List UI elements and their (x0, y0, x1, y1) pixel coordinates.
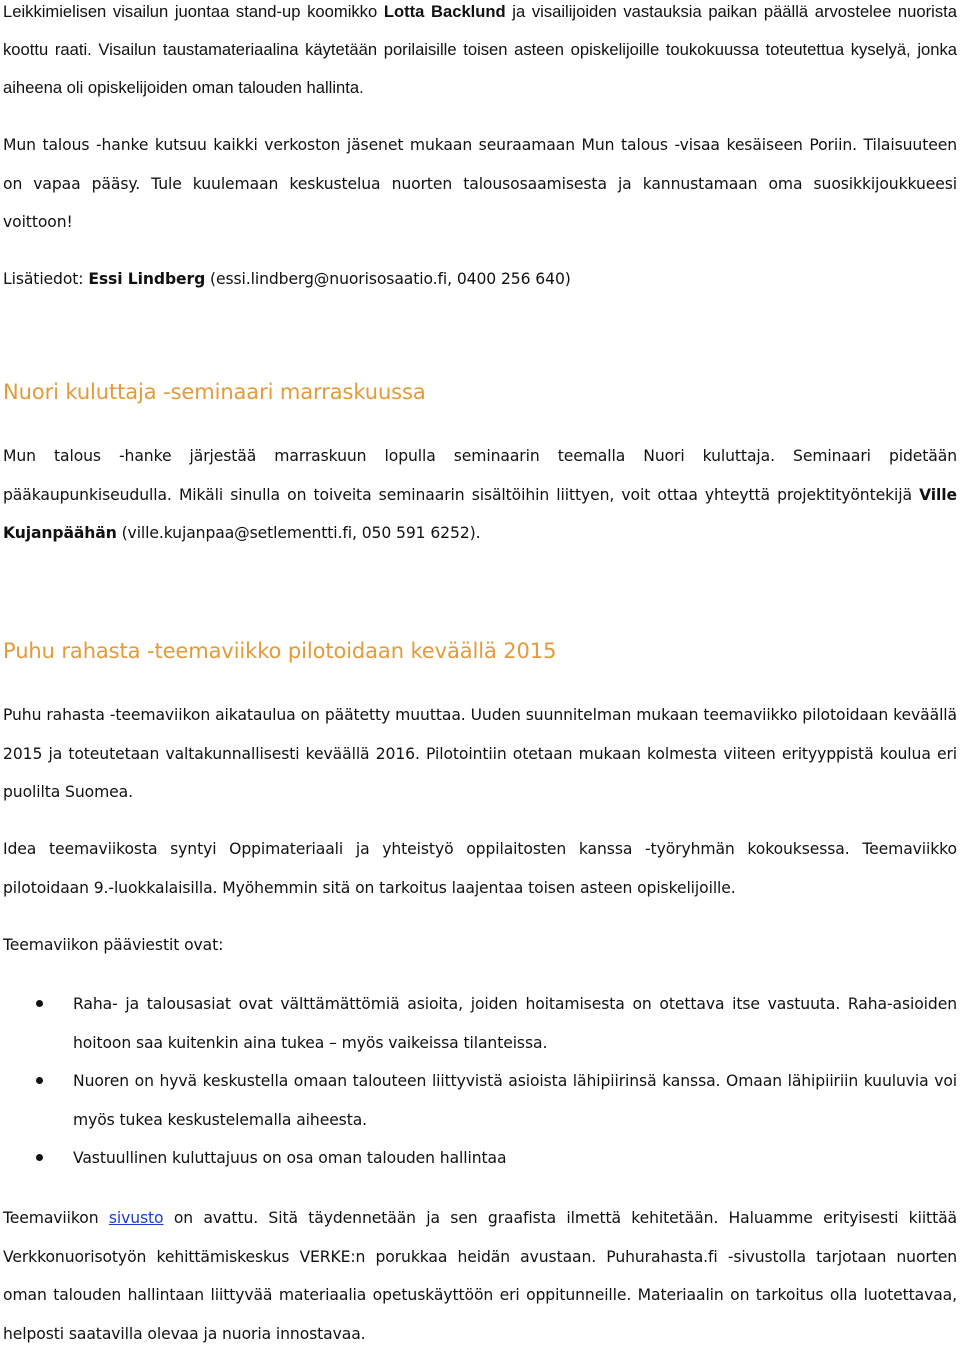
contact-name: Essi Lindberg (88, 270, 206, 288)
intro-text-start: Leikkimielisen visailun juontaa stand-up koomikko (3, 2, 384, 21)
theme-week-paragraph-1: Puhu rahasta -teemaviikon aikataulua on päätetty muuttaa. Uuden suunnitelman mukaan teemaviikko pilotoidaan keväällä 2015 ja toteutetaan valtakunnallisesti keväällä 2016. Pilotointiin otetaan mukaan kolmesta viiteen erityyppistä koulua eri puolilta Suomea. (3, 706, 957, 801)
closing-paragraph (3, 1199, 957, 1353)
contact-label: Lisätiedot: (3, 270, 89, 288)
seminar-contact-name: Ville Kujanpäähän (3, 485, 957, 542)
closing-text-start: Teemaviikon (3, 1209, 109, 1227)
list-item-text: Raha- ja talousasiat ovat välttämättömiä asioita, joiden hoitamisesta on otettava itse vastuuta. Raha-asioiden hoitoon saa kuitenkin aina tukea – myös vaikeissa tilanteissa. (73, 995, 957, 1052)
bullet-icon (36, 1000, 43, 1007)
theme-week-paragraph-2: Idea teemaviikosta syntyi Oppimateriaali ja yhteistyö oppilaitosten kanssa -työryhmän kokouksessa. Teemaviikko pilotoidaan 9.-luokkalaisilla. Myöhemmin sitä on tarkoitus laajentaa toisen asteen opiskelijoille. (3, 840, 957, 897)
host-name: Lotta Backlund (383, 2, 506, 21)
bullet-icon (36, 1077, 43, 1084)
seminar-text-start: Mun talous -hanke järjestää marraskuun lopulla seminaarin teemalla Nuori kuluttaja. Seminaari pidetään pääkaupunkiseudulla. Mikäli sinulla on toiveita seminaarin sisältöihin liittyen, voit ottaa yhteyttä projektityöntekijä (3, 447, 957, 504)
list-item (3, 1139, 957, 1178)
invite-paragraph: Mun talous -hanke kutsuu kaikki verkoston jäsenet mukaan seuraamaan Mun talous -visaa kesäiseen Poriin. Tilaisuuteen on vapaa pääsy. Tule kuulemaan keskustelua nuorten talousosaamisesta ja kannustamaan oma suosikkijoukkueesi voittoon! (3, 136, 957, 231)
contact-details: (essi.lindberg@nuorisosaatio.fi, 0400 256 640) (205, 270, 571, 288)
section-heading-seminar: Nuori kuluttaja -seminaari marraskuussa (3, 380, 426, 404)
list-item (3, 985, 957, 1062)
list-item (3, 1062, 957, 1139)
closing-text-end: on avattu. Sitä täydennetään ja sen graafista ilmettä kehitetään. Haluamme erityisesti kiittää Verkkonuorisotyön kehittämiskeskus VERKE:n porukkaa heidän avustaan. Puhurahasta.fi -sivustolla tarjotaan nuorten oman talouden hallintaan liittyvää materiaalia opetuskäyttöön eri oppitunneille. Materiaalin on tarkoitus olla luotettavaa, helposti saatavilla olevaa ja nuoria innostavaa. (3, 1209, 957, 1343)
contact-paragraph (3, 260, 957, 299)
bullet-icon (36, 1154, 43, 1161)
website-link[interactable]: sivusto (108, 1209, 164, 1227)
list-item-text: Nuoren on hyvä keskustella omaan talouteen liittyvistä asioista lähipiirinsä kanssa. Omaan lähipiiriin kuuluvia voi myös tukea keskustelemalla aiheesta. (73, 1072, 957, 1129)
intro-paragraph (3, 0, 957, 107)
seminar-text-end: (ville.kujanpaa@setlementti.fi, 050 591 6252). (116, 524, 481, 542)
messages-intro: Teemaviikon pääviestit ovat: (3, 936, 224, 954)
section-heading-theme-week: Puhu rahasta -teemaviikko pilotoidaan keväällä 2015 (3, 639, 557, 663)
list-item-text: Vastuullinen kuluttajuus on osa oman talouden hallintaa (73, 1149, 507, 1167)
seminar-paragraph (3, 437, 957, 553)
main-messages-list (3, 985, 957, 1178)
intro-text-end: ja visailijoiden vastauksia paikan päällä arvostelee nuorista koottu raati. Visailun taustamateriaalina käytetään porilaisille toisen asteen opiskelijoille toukokuussa toteutettua kyselyä, jonka aiheena oli opiskelijoiden oman talouden hallinta. (3, 2, 957, 97)
